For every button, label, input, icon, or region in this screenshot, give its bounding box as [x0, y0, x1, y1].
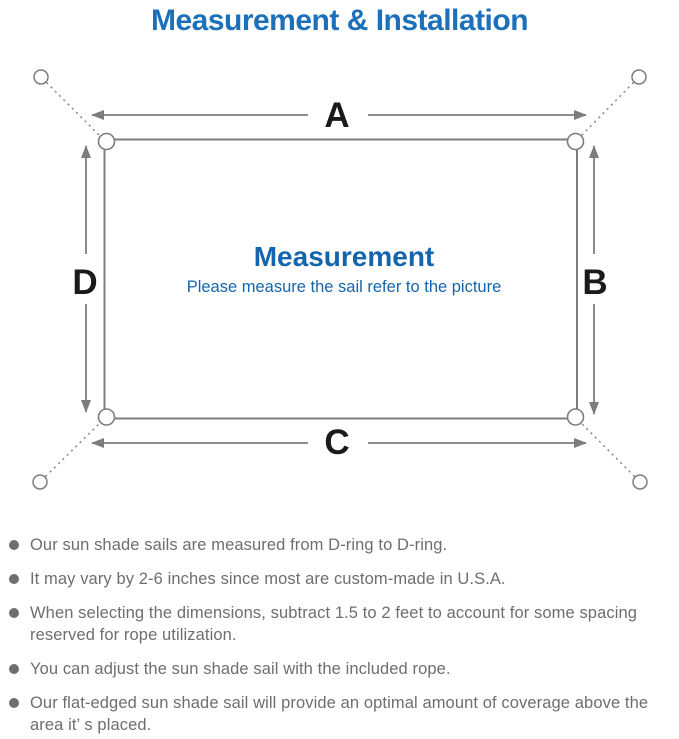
note-item: [0, 534, 673, 556]
d-ring-bottom-right: [568, 409, 584, 425]
note-text: When selecting the dimensions, subtract 1.5 to 2 feet to account for some spacing reserved for rope utilization.: [30, 604, 638, 644]
note-item: [0, 568, 673, 590]
dim-label-d: D: [72, 263, 98, 302]
bullet-dot: [9, 608, 19, 618]
anchor-ring-top-right: [632, 70, 646, 84]
rope-line-top-right: [581, 83, 634, 137]
note-item: [0, 602, 673, 646]
d-ring-top-left: [99, 134, 115, 150]
dim-label-c: C: [324, 423, 350, 462]
diagram-center-subheading: Please measure the sail refer to the picture: [186, 278, 502, 296]
anchor-ring-bottom-left: [33, 475, 47, 489]
anchor-ring-top-left: [34, 70, 48, 84]
measurement-diagram: [0, 46, 679, 528]
note-text: Our flat-edged sun shade sail will provide an optimal amount of coverage above the area it’ s placed.: [30, 694, 649, 734]
bullet-dot: [9, 540, 19, 550]
note-item: [0, 692, 673, 736]
notes-list: [0, 534, 679, 736]
rope-line-bottom-left: [46, 423, 101, 477]
dim-label-a: A: [324, 96, 350, 135]
diagram-center-heading: Measurement: [253, 241, 435, 272]
dim-label-b: B: [582, 263, 608, 302]
bullet-dot: [9, 698, 19, 708]
bullet-dot: [9, 664, 19, 674]
note-item: [0, 658, 673, 680]
note-text: It may vary by 2-6 inches since most are custom-made in U.S.A.: [30, 570, 506, 588]
anchor-ring-bottom-right: [633, 475, 647, 489]
bullet-dot: [9, 574, 19, 584]
rope-line-bottom-right: [581, 423, 635, 477]
page-title: Measurement & Installation: [150, 4, 529, 37]
note-text: Our sun shade sails are measured from D-ring to D-ring.: [30, 536, 448, 554]
rope-line-top-left: [47, 83, 101, 137]
d-ring-top-right: [568, 134, 584, 150]
note-text: You can adjust the sun shade sail with the included rope.: [30, 660, 451, 678]
d-ring-bottom-left: [99, 409, 115, 425]
